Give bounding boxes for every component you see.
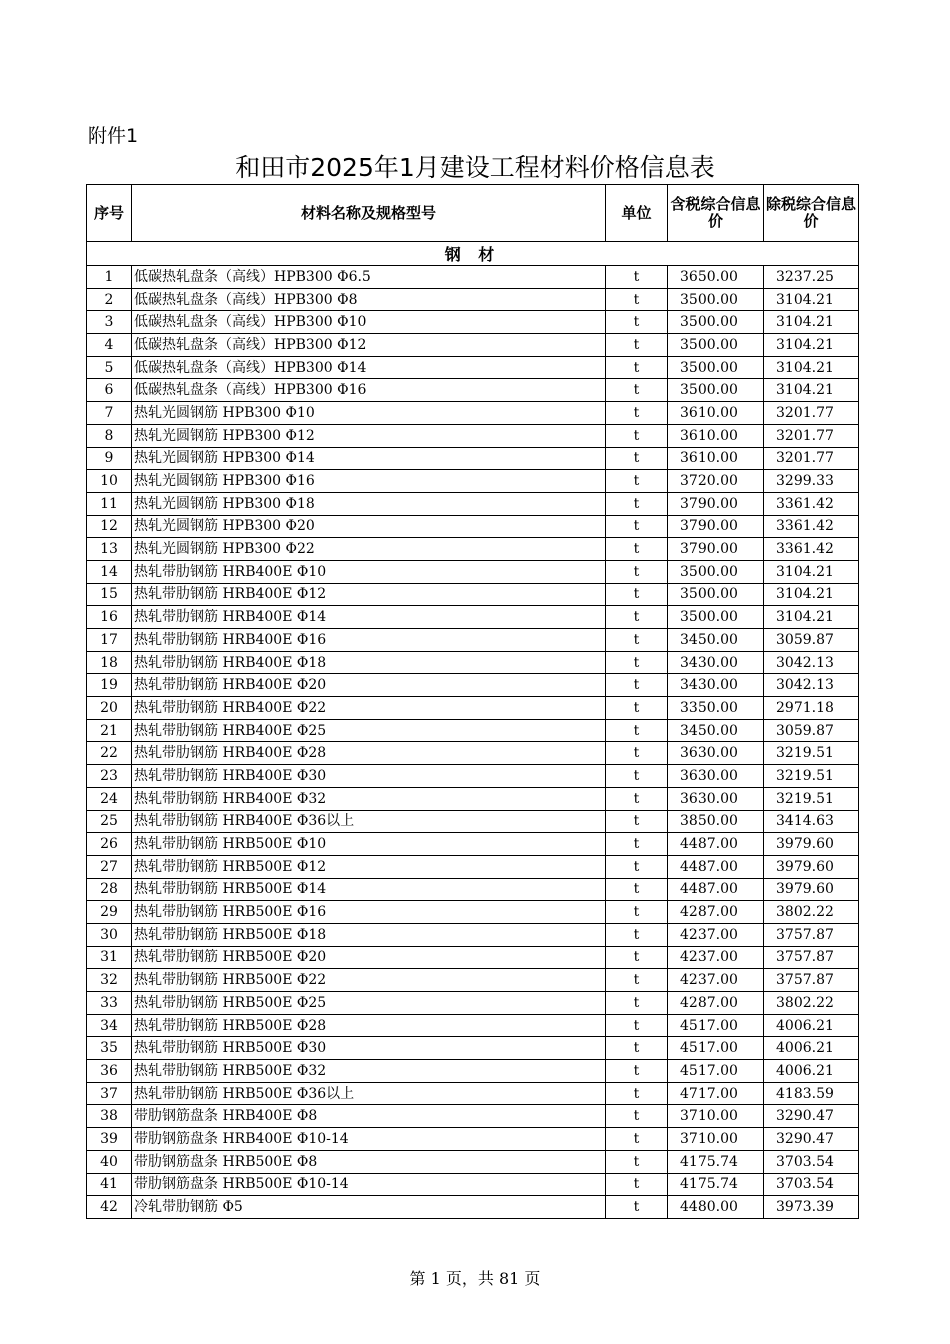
price-with-tax: 4287.00 [668, 901, 764, 924]
price-without-tax: 4183.59 [764, 1082, 859, 1105]
unit: t [606, 878, 668, 901]
row-number: 24 [87, 787, 132, 810]
material-name: 热轧带肋钢筋 HRB500E Φ16 [132, 901, 606, 924]
row-number: 5 [87, 356, 132, 379]
material-name: 热轧带肋钢筋 HRB500E Φ12 [132, 855, 606, 878]
unit: t [606, 583, 668, 606]
table-row [87, 356, 859, 379]
table-row [87, 901, 859, 924]
price-without-tax: 3757.87 [764, 923, 859, 946]
price-with-tax: 3500.00 [668, 288, 764, 311]
row-number: 31 [87, 946, 132, 969]
unit: t [606, 606, 668, 629]
material-name: 热轧光圆钢筋 HPB300 Φ10 [132, 402, 606, 425]
table-row [87, 923, 859, 946]
material-name: 热轧带肋钢筋 HRB500E Φ10 [132, 833, 606, 856]
row-number: 9 [87, 447, 132, 470]
header-no: 序号 [87, 185, 132, 242]
table-row [87, 1105, 859, 1128]
unit: t [606, 379, 668, 402]
price-without-tax: 3104.21 [764, 379, 859, 402]
table-row [87, 266, 859, 289]
price-without-tax: 4006.21 [764, 1037, 859, 1060]
material-name: 热轧带肋钢筋 HRB400E Φ14 [132, 606, 606, 629]
row-number: 37 [87, 1082, 132, 1105]
price-with-tax: 4717.00 [668, 1082, 764, 1105]
unit: t [606, 402, 668, 425]
row-number: 30 [87, 923, 132, 946]
material-name: 热轧带肋钢筋 HRB400E Φ32 [132, 787, 606, 810]
price-with-tax: 3430.00 [668, 674, 764, 697]
material-name: 热轧带肋钢筋 HRB400E Φ16 [132, 629, 606, 652]
unit: t [606, 1128, 668, 1151]
table-row [87, 1082, 859, 1105]
material-name: 热轧带肋钢筋 HRB400E Φ36以上 [132, 810, 606, 833]
table-row [87, 765, 859, 788]
material-name: 热轧带肋钢筋 HRB500E Φ30 [132, 1037, 606, 1060]
price-without-tax: 3703.54 [764, 1173, 859, 1196]
unit: t [606, 470, 668, 493]
price-without-tax: 3201.77 [764, 402, 859, 425]
page-footer: 第 1 页，共 81 页 [409, 1269, 541, 1288]
price-with-tax: 4517.00 [668, 1060, 764, 1083]
row-number: 15 [87, 583, 132, 606]
table-row [87, 288, 859, 311]
unit: t [606, 901, 668, 924]
price-without-tax: 3299.33 [764, 470, 859, 493]
price-without-tax: 4006.21 [764, 1060, 859, 1083]
material-name: 热轧带肋钢筋 HRB500E Φ25 [132, 992, 606, 1015]
row-number: 19 [87, 674, 132, 697]
price-without-tax: 3979.60 [764, 878, 859, 901]
table-row [87, 402, 859, 425]
header-name: 材料名称及规格型号 [132, 185, 606, 242]
price-with-tax: 3610.00 [668, 424, 764, 447]
price-with-tax: 4487.00 [668, 878, 764, 901]
unit: t [606, 515, 668, 538]
price-with-tax: 4480.00 [668, 1196, 764, 1219]
price-with-tax: 3630.00 [668, 787, 764, 810]
table-row [87, 1150, 859, 1173]
unit: t [606, 1173, 668, 1196]
price-without-tax: 3104.21 [764, 311, 859, 334]
material-name: 热轧带肋钢筋 HRB500E Φ32 [132, 1060, 606, 1083]
row-number: 1 [87, 266, 132, 289]
price-with-tax: 4487.00 [668, 855, 764, 878]
table-row [87, 674, 859, 697]
price-with-tax: 3610.00 [668, 402, 764, 425]
table-row [87, 833, 859, 856]
table-row [87, 787, 859, 810]
unit: t [606, 492, 668, 515]
price-with-tax: 3500.00 [668, 560, 764, 583]
price-with-tax: 3850.00 [668, 810, 764, 833]
price-without-tax: 3104.21 [764, 560, 859, 583]
price-with-tax: 4175.74 [668, 1150, 764, 1173]
unit: t [606, 810, 668, 833]
price-without-tax: 3414.63 [764, 810, 859, 833]
table-row [87, 719, 859, 742]
material-name: 带肋钢筋盘条 HRB500E Φ10-14 [132, 1173, 606, 1196]
row-number: 41 [87, 1173, 132, 1196]
table-row [87, 492, 859, 515]
table-header-row [87, 185, 859, 242]
table-row [87, 629, 859, 652]
price-without-tax: 3104.21 [764, 606, 859, 629]
unit: t [606, 742, 668, 765]
material-name: 热轧带肋钢筋 HRB500E Φ28 [132, 1014, 606, 1037]
price-without-tax: 3802.22 [764, 992, 859, 1015]
material-name: 带肋钢筋盘条 HRB500E Φ8 [132, 1150, 606, 1173]
price-without-tax: 3757.87 [764, 946, 859, 969]
price-with-tax: 3790.00 [668, 538, 764, 561]
row-number: 6 [87, 379, 132, 402]
price-with-tax: 3430.00 [668, 651, 764, 674]
table-row [87, 1037, 859, 1060]
price-without-tax: 3042.13 [764, 651, 859, 674]
table-row [87, 1014, 859, 1037]
price-without-tax: 3104.21 [764, 288, 859, 311]
price-with-tax: 3500.00 [668, 379, 764, 402]
price-with-tax: 3610.00 [668, 447, 764, 470]
row-number: 35 [87, 1037, 132, 1060]
unit: t [606, 1082, 668, 1105]
material-name: 热轧带肋钢筋 HRB400E Φ20 [132, 674, 606, 697]
price-without-tax: 3237.25 [764, 266, 859, 289]
row-number: 14 [87, 560, 132, 583]
price-without-tax: 3059.87 [764, 629, 859, 652]
page-title: 和田市2025年1月建设工程材料价格信息表 [235, 153, 715, 182]
row-number: 38 [87, 1105, 132, 1128]
unit: t [606, 1150, 668, 1173]
price-with-tax: 3450.00 [668, 629, 764, 652]
material-name: 低碳热轧盘条（高线）HPB300 Φ8 [132, 288, 606, 311]
unit: t [606, 288, 668, 311]
price-with-tax: 3710.00 [668, 1128, 764, 1151]
material-name: 热轧带肋钢筋 HRB500E Φ22 [132, 969, 606, 992]
attachment-label: 附件1 [88, 125, 139, 147]
price-without-tax: 3979.60 [764, 855, 859, 878]
unit: t [606, 833, 668, 856]
row-number: 21 [87, 719, 132, 742]
table-row [87, 878, 859, 901]
row-number: 13 [87, 538, 132, 561]
unit: t [606, 356, 668, 379]
price-with-tax: 3500.00 [668, 583, 764, 606]
price-without-tax: 3104.21 [764, 583, 859, 606]
unit: t [606, 946, 668, 969]
header-price-notax: 除税综合信息价 [764, 185, 859, 242]
unit: t [606, 447, 668, 470]
price-with-tax: 4237.00 [668, 946, 764, 969]
price-table [86, 184, 859, 1219]
row-number: 26 [87, 833, 132, 856]
table-row [87, 651, 859, 674]
unit: t [606, 1060, 668, 1083]
material-name: 带肋钢筋盘条 HRB400E Φ10-14 [132, 1128, 606, 1151]
material-name: 热轧带肋钢筋 HRB400E Φ22 [132, 697, 606, 720]
price-with-tax: 3500.00 [668, 606, 764, 629]
table-row [87, 311, 859, 334]
table-row [87, 1196, 859, 1219]
material-name: 热轧带肋钢筋 HRB400E Φ30 [132, 765, 606, 788]
material-name: 热轧光圆钢筋 HPB300 Φ20 [132, 515, 606, 538]
price-with-tax: 3630.00 [668, 765, 764, 788]
row-number: 11 [87, 492, 132, 515]
material-name: 热轧带肋钢筋 HRB400E Φ18 [132, 651, 606, 674]
price-with-tax: 3630.00 [668, 742, 764, 765]
row-number: 42 [87, 1196, 132, 1219]
price-with-tax: 3720.00 [668, 470, 764, 493]
table-row [87, 1128, 859, 1151]
price-without-tax: 3219.51 [764, 742, 859, 765]
unit: t [606, 1196, 668, 1219]
material-name: 低碳热轧盘条（高线）HPB300 Φ10 [132, 311, 606, 334]
price-without-tax: 3802.22 [764, 901, 859, 924]
price-without-tax: 3361.42 [764, 492, 859, 515]
row-number: 7 [87, 402, 132, 425]
unit: t [606, 969, 668, 992]
table-row [87, 379, 859, 402]
unit: t [606, 855, 668, 878]
price-with-tax: 3790.00 [668, 515, 764, 538]
material-name: 热轧光圆钢筋 HPB300 Φ14 [132, 447, 606, 470]
unit: t [606, 266, 668, 289]
unit: t [606, 651, 668, 674]
price-with-tax: 4487.00 [668, 833, 764, 856]
material-name: 热轧带肋钢筋 HRB400E Φ10 [132, 560, 606, 583]
row-number: 4 [87, 334, 132, 357]
table-row [87, 810, 859, 833]
unit: t [606, 1037, 668, 1060]
price-without-tax: 3042.13 [764, 674, 859, 697]
table-row [87, 1060, 859, 1083]
row-number: 17 [87, 629, 132, 652]
row-number: 39 [87, 1128, 132, 1151]
price-without-tax: 3219.51 [764, 765, 859, 788]
price-without-tax: 3219.51 [764, 787, 859, 810]
price-with-tax: 4287.00 [668, 992, 764, 1015]
material-name: 热轧带肋钢筋 HRB400E Φ12 [132, 583, 606, 606]
table-row [87, 538, 859, 561]
material-name: 热轧光圆钢筋 HPB300 Φ16 [132, 470, 606, 493]
material-name: 带肋钢筋盘条 HRB400E Φ8 [132, 1105, 606, 1128]
price-without-tax: 3973.39 [764, 1196, 859, 1219]
table-row [87, 855, 859, 878]
row-number: 10 [87, 470, 132, 493]
section-title: 钢 材 [87, 242, 859, 266]
price-with-tax: 3500.00 [668, 334, 764, 357]
price-without-tax: 3703.54 [764, 1150, 859, 1173]
table-row [87, 992, 859, 1015]
price-without-tax: 3361.42 [764, 515, 859, 538]
table-row [87, 742, 859, 765]
price-without-tax: 4006.21 [764, 1014, 859, 1037]
price-with-tax: 3650.00 [668, 266, 764, 289]
price-with-tax: 3500.00 [668, 311, 764, 334]
row-number: 20 [87, 697, 132, 720]
price-with-tax: 3790.00 [668, 492, 764, 515]
table-row [87, 969, 859, 992]
material-name: 热轧光圆钢筋 HPB300 Φ18 [132, 492, 606, 515]
price-with-tax: 3350.00 [668, 697, 764, 720]
row-number: 29 [87, 901, 132, 924]
section-row [87, 242, 859, 266]
unit: t [606, 765, 668, 788]
table-row [87, 583, 859, 606]
unit: t [606, 1105, 668, 1128]
price-without-tax: 3201.77 [764, 447, 859, 470]
table-row [87, 515, 859, 538]
price-with-tax: 3450.00 [668, 719, 764, 742]
row-number: 22 [87, 742, 132, 765]
row-number: 34 [87, 1014, 132, 1037]
row-number: 16 [87, 606, 132, 629]
table-row [87, 447, 859, 470]
table-row [87, 1173, 859, 1196]
row-number: 27 [87, 855, 132, 878]
material-name: 热轧光圆钢筋 HPB300 Φ12 [132, 424, 606, 447]
row-number: 32 [87, 969, 132, 992]
material-name: 热轧带肋钢筋 HRB400E Φ25 [132, 719, 606, 742]
price-with-tax: 3710.00 [668, 1105, 764, 1128]
material-name: 冷轧带肋钢筋 Φ5 [132, 1196, 606, 1219]
material-name: 低碳热轧盘条（高线）HPB300 Φ12 [132, 334, 606, 357]
row-number: 3 [87, 311, 132, 334]
header-price-tax: 含税综合信息价 [668, 185, 764, 242]
row-number: 36 [87, 1060, 132, 1083]
unit: t [606, 992, 668, 1015]
price-without-tax: 3757.87 [764, 969, 859, 992]
material-name: 低碳热轧盘条（高线）HPB300 Φ14 [132, 356, 606, 379]
price-with-tax: 4517.00 [668, 1014, 764, 1037]
unit: t [606, 560, 668, 583]
unit: t [606, 787, 668, 810]
unit: t [606, 334, 668, 357]
unit: t [606, 1014, 668, 1037]
price-without-tax: 3361.42 [764, 538, 859, 561]
material-name: 热轧带肋钢筋 HRB500E Φ20 [132, 946, 606, 969]
table-row [87, 697, 859, 720]
table-row [87, 424, 859, 447]
price-without-tax: 3201.77 [764, 424, 859, 447]
price-with-tax: 4175.74 [668, 1173, 764, 1196]
row-number: 40 [87, 1150, 132, 1173]
unit: t [606, 697, 668, 720]
price-with-tax: 4237.00 [668, 923, 764, 946]
row-number: 2 [87, 288, 132, 311]
material-name: 热轧带肋钢筋 HRB500E Φ18 [132, 923, 606, 946]
table-row [87, 606, 859, 629]
unit: t [606, 424, 668, 447]
material-name: 热轧带肋钢筋 HRB500E Φ14 [132, 878, 606, 901]
table-row [87, 946, 859, 969]
material-name: 热轧带肋钢筋 HRB500E Φ36以上 [132, 1082, 606, 1105]
unit: t [606, 311, 668, 334]
table-row [87, 470, 859, 493]
material-name: 热轧带肋钢筋 HRB400E Φ28 [132, 742, 606, 765]
price-without-tax: 3104.21 [764, 356, 859, 379]
price-with-tax: 3500.00 [668, 356, 764, 379]
unit: t [606, 923, 668, 946]
unit: t [606, 538, 668, 561]
unit: t [606, 719, 668, 742]
price-without-tax: 3104.21 [764, 334, 859, 357]
price-without-tax: 3979.60 [764, 833, 859, 856]
unit: t [606, 629, 668, 652]
row-number: 25 [87, 810, 132, 833]
price-with-tax: 4517.00 [668, 1037, 764, 1060]
header-unit: 单位 [606, 185, 668, 242]
price-without-tax: 3059.87 [764, 719, 859, 742]
row-number: 18 [87, 651, 132, 674]
price-with-tax: 4237.00 [668, 969, 764, 992]
price-without-tax: 2971.18 [764, 697, 859, 720]
unit: t [606, 674, 668, 697]
table-row [87, 560, 859, 583]
row-number: 33 [87, 992, 132, 1015]
table-row [87, 334, 859, 357]
material-name: 热轧光圆钢筋 HPB300 Φ22 [132, 538, 606, 561]
material-name: 低碳热轧盘条（高线）HPB300 Φ16 [132, 379, 606, 402]
price-without-tax: 3290.47 [764, 1105, 859, 1128]
row-number: 8 [87, 424, 132, 447]
price-without-tax: 3290.47 [764, 1128, 859, 1151]
row-number: 12 [87, 515, 132, 538]
row-number: 28 [87, 878, 132, 901]
row-number: 23 [87, 765, 132, 788]
material-name: 低碳热轧盘条（高线）HPB300 Φ6.5 [132, 266, 606, 289]
